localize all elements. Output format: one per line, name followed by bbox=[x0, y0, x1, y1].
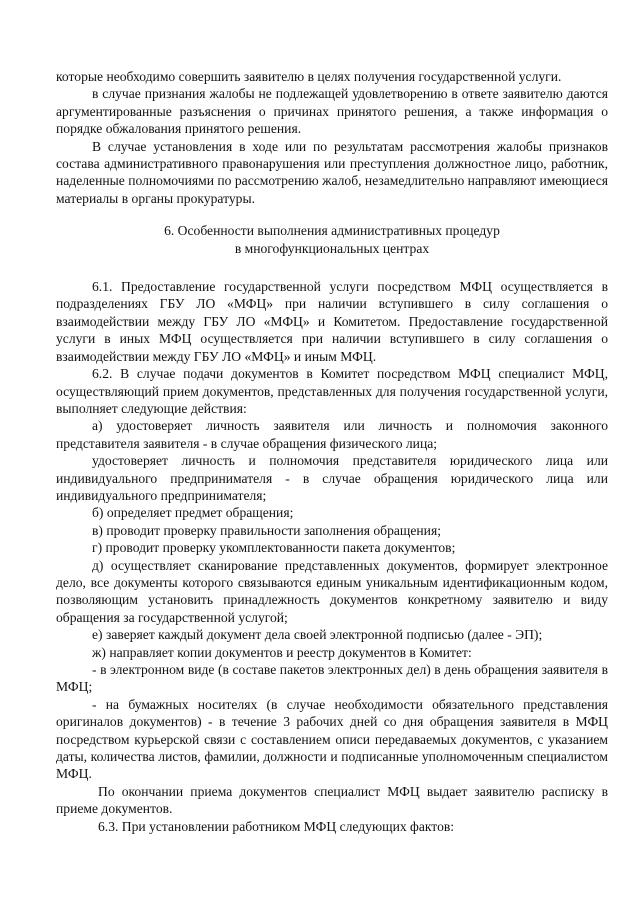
list-item-d: д) осуществляет сканирование представленных документов, формирует электронное дело, все документы которого связываются единым уникальным идентификационным кодом, позволяющим установить принадлежность документов конкретному заявителю и виду обращения за государственной услугой; bbox=[56, 557, 608, 625]
list-item-g: г) проводит проверку укомплектованности пакета документов; bbox=[92, 540, 456, 556]
list-item-e: е) заверяет каждый документ дела своей электронной подписью (далее - ЭП); bbox=[92, 627, 543, 643]
closing-paragraph: По окончании приема документов специалист МФЦ выдает заявителю расписку в приеме документов. bbox=[56, 783, 608, 817]
intro-paragraph-2: в случае признания жалобы не подлежащей удовлетворению в ответе заявителю даются аргументированные разъяснения о причинах принятого решения, а также информация о порядке обжалования принятого решения. bbox=[56, 86, 608, 137]
list-item-a: а) удостоверяет личность заявителя или личность и полномочия законного представителя заявителя - в случае обращения физического лица; bbox=[56, 418, 608, 451]
document-page bbox=[56, 68, 608, 835]
list-item-zh: ж) направляет копии документов и реестр документов в Комитет: bbox=[92, 644, 472, 660]
intro-paragraph-1: которые необходимо совершить заявителю в целях получения государственной услуги. bbox=[56, 69, 562, 84]
list-item-b: б) определяет предмет обращения; bbox=[92, 505, 294, 521]
list-item-a-continued: удостоверяет личность и полномочия представителя юридического лица или индивидуального предпринимателя - в случае обращения юридического лица или индивидуального предпринимателя; bbox=[56, 453, 608, 503]
list-item-v: в) проводит проверку правильности заполнения обращения; bbox=[92, 522, 441, 538]
section-heading-line-1: 6. Особенности выполнения административных процедур bbox=[164, 223, 500, 239]
intro-paragraph-3: В случае установления в ходе или по результатам рассмотрения жалобы признаков состава административного правонарушения или преступления должностное лицо, работник, наделенные полномочиями по рассмотрению жалоб, незамедлительно направляют имеющиеся материалы в органы прокуратуры. bbox=[56, 138, 608, 206]
list-item-electronic: - в электронном виде (в составе пакетов электронных дел) в день обращения заявителя в МФЦ; bbox=[56, 662, 608, 695]
paragraph-6-3: 6.3. При установлении работником МФЦ следующих фактов: bbox=[98, 818, 455, 834]
section-heading bbox=[56, 222, 608, 257]
section-heading-line-2: в многофункциональных центрах bbox=[234, 240, 430, 256]
list-item-paper: - на бумажных носителях (в случае необходимости обязательного представления оригиналов документов) - в течение 3 рабочих дней со дня обращения заявителя в МФЦ посредством курьерской связи с составлением описи передаваемых документов, с указанием даты, количества листов, фамилии, должности и подписанные уполномоченным специалистом МФЦ. bbox=[56, 696, 608, 782]
paragraph-6-1: 6.1. Предоставление государственной услуги посредством МФЦ осуществляется в подразделениях ГБУ ЛО «МФЦ» при наличии вступившего в силу соглашения о взаимодействии между ГБУ ЛО «МФЦ» и Комитетом. Предоставление государственной услуги в иных МФЦ осуществляется при наличии вступившего в силу соглашения о взаимодействии между ГБУ ЛО «МФЦ» и иным МФЦ. bbox=[56, 279, 608, 364]
paragraph-6-2: 6.2. В случае подачи документов в Комитет посредством МФЦ специалист МФЦ, осуществляющий прием документов, представленных для получения государственной услуги, выполняет следующие действия: bbox=[56, 366, 608, 416]
